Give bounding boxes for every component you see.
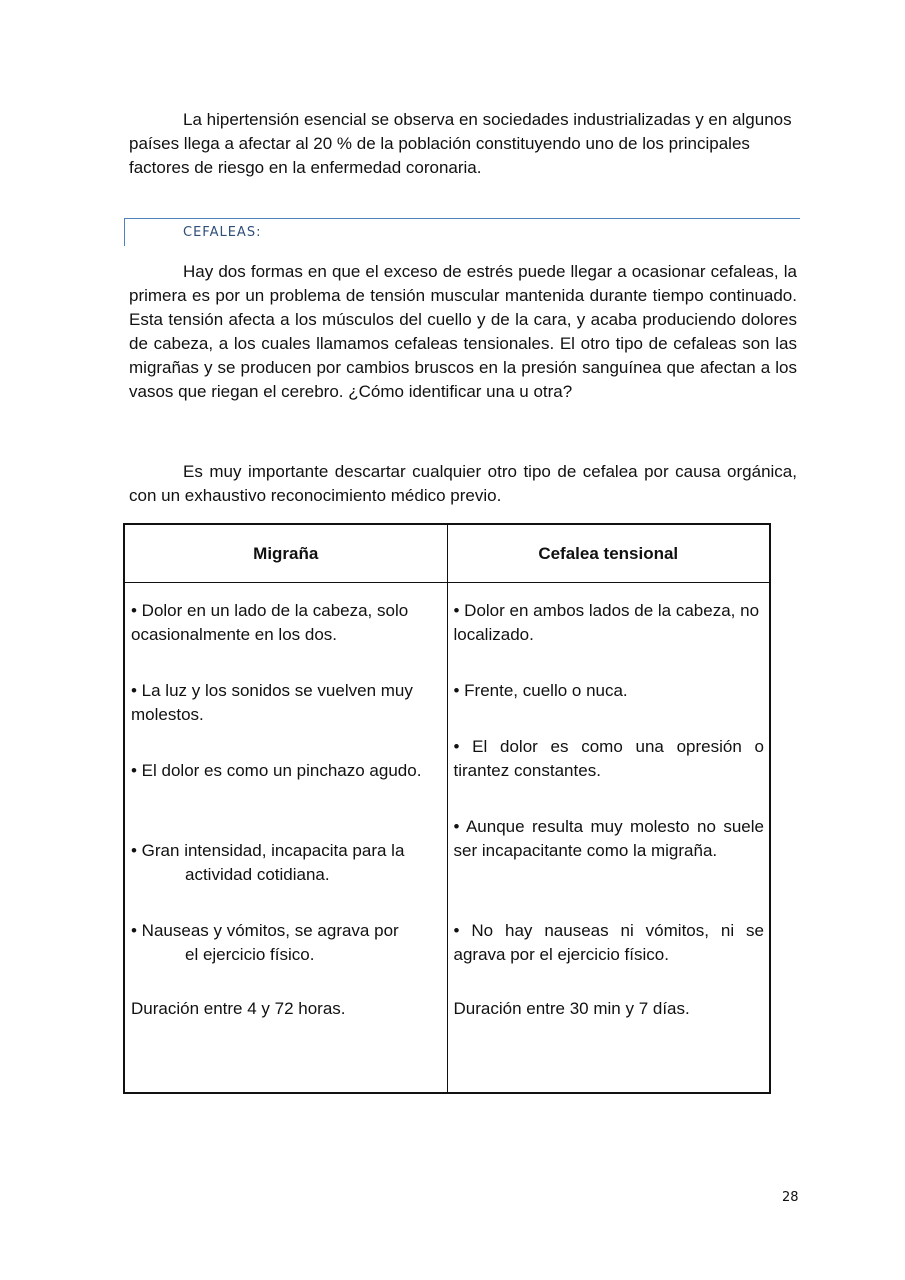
paragraph-hypertension: La hipertensión esencial se observa en sociedades industrializadas y en algunos países llega a afectar al 20 % de la población constituyendo uno de los principales factores de riesgo en la enfermedad coronaria. <box>129 110 792 177</box>
list-item-duration: Duración entre 30 min y 7 días. <box>453 999 690 1018</box>
comparison-table <box>123 523 771 1094</box>
list-item: • Aunque resulta muy molesto no suele ser incapacitante como la migraña. <box>453 817 764 860</box>
section-heading: CEFALEAS: <box>183 225 262 240</box>
list-item: • Dolor en un lado de la cabeza, solo ocasionalmente en los dos. <box>131 601 409 644</box>
list-item-line: actividad cotidiana. <box>185 865 330 884</box>
list-item-line: • Nauseas y vómitos, se agrava por <box>131 921 399 940</box>
list-item: • Frente, cuello o nuca. <box>453 681 628 700</box>
list-item <box>131 839 442 887</box>
paragraph-cefaleas-intro: Hay dos formas en que el exceso de estrés puede llegar a ocasionar cefaleas, la primera es por un problema de tensión muscular mantenida durante tiempo continuado. Esta tensión afecta a los músculos del cuello y de la cara, y acaba produciendo dolores de cabeza, a los cuales llamamos cefaleas tensionales. El otro tipo de cefaleas son las migrañas y se producen por cambios bruscos en la presión sanguínea que afectan a los vasos que riegan el cerebro. ¿Cómo identificar una u otra? <box>129 262 797 401</box>
list-item: • El dolor es como un pinchazo agudo. <box>131 761 422 780</box>
list-item: • Dolor en ambos lados de la cabeza, no localizado. <box>453 601 760 644</box>
list-item-duration: Duración entre 4 y 72 horas. <box>131 999 346 1018</box>
column-cefalea-tensional <box>447 583 770 1094</box>
table-header-row <box>124 524 770 583</box>
section-heading-bar <box>124 218 125 246</box>
list-item: • No hay nauseas ni vómitos, ni se agrava por el ejercicio físico. <box>453 921 764 964</box>
header-cefalea-tensional: Cefalea tensional <box>447 524 770 583</box>
header-migrana: Migraña <box>124 524 447 583</box>
list-item: • La luz y los sonidos se vuelven muy molestos. <box>131 681 413 724</box>
list-item-line: el ejercicio físico. <box>185 945 315 964</box>
section-heading-rule <box>124 218 800 219</box>
list-item: • El dolor es como una opresión o tirantez constantes. <box>453 737 764 780</box>
list-item-line: • Gran intensidad, incapacita para la <box>131 841 405 860</box>
table-row <box>124 583 770 1094</box>
list-item <box>131 919 442 967</box>
column-migrana <box>124 583 447 1094</box>
paragraph-descartar: Es muy importante descartar cualquier otro tipo de cefalea por causa orgánica, con un exhaustivo reconocimiento médico previo. <box>129 462 797 505</box>
page-number: 28 <box>782 1190 799 1205</box>
